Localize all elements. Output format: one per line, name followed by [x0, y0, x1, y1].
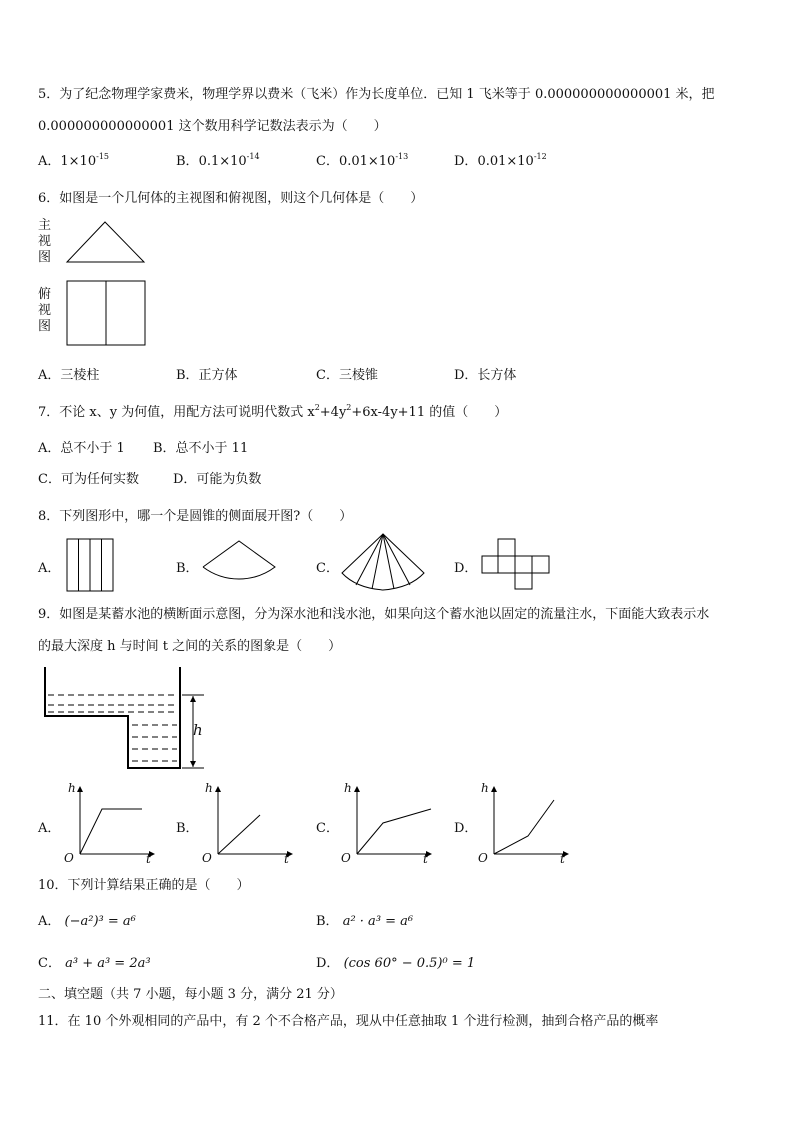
q8-option-d-cube-net [481, 538, 551, 590]
q5-option-b[interactable]: B．$0.1\times 10^{-14}$ [176, 152, 260, 169]
q8-option-b-sector [202, 540, 278, 588]
q6-option-d[interactable]: D．长方体 [454, 368, 517, 383]
q8-stem: 8．下列图形中，哪一个是圆锥的侧面展开图?（ ） [38, 509, 353, 524]
q9-graph-d-y-label: h [481, 781, 489, 795]
section-2-heading: 二、填空题（共 7 小题，每小题 3 分，满分 21 分） [38, 987, 343, 1002]
front-view-label: 主 视 图 [38, 218, 52, 265]
q9-graph-a-y-label: h [68, 781, 76, 795]
q9-graph-b [200, 782, 296, 866]
q9-graph-d-origin: O [478, 851, 488, 865]
q9-graph-a-origin: O [64, 851, 74, 865]
q6-option-a[interactable]: A．三棱柱 [38, 368, 100, 383]
q5-option-d[interactable]: D．$0.01\times 10^{-12}$ [454, 152, 547, 169]
top-view-rectangle [66, 280, 146, 346]
q8-option-d-label[interactable]: D． [454, 561, 478, 576]
q9-line1: 9．如图是某蓄水池的横断面示意图，分为深水池和浅水池，如果向这个蓄水池以固定的流量注水，下面能大致表示水 [38, 607, 710, 622]
q9-line2: 的最大深度 h 与时间 t 之间的关系的图象是（ ） [38, 639, 342, 654]
q8-option-a-label[interactable]: A． [38, 561, 61, 576]
q9-graph-c-y-label: h [344, 781, 352, 795]
q7-option-b[interactable]: B．总不小于 11 [153, 441, 249, 456]
q9-graph-d-x-label: t [560, 852, 565, 866]
q9-option-a-label[interactable]: A． [38, 821, 61, 836]
q9-graph-d [476, 782, 572, 866]
depth-h-label: h [193, 721, 203, 739]
q8-option-c-label[interactable]: C． [316, 561, 339, 576]
q5-line2: 0.000000000000001 这个数用科学记数法表示为（ ） [38, 119, 387, 134]
q7-option-a[interactable]: A．总不小于 1 [38, 441, 125, 456]
q6-stem: 6．如图是一个几何体的主视图和俯视图，则这个几何体是（ ） [38, 191, 424, 206]
q9-option-d-label[interactable]: D． [454, 821, 478, 836]
q10-option-a[interactable]: A． (−a²)³ = a⁶ [38, 914, 136, 929]
q5-option-a[interactable]: A．$1\times 10^{-15}$ [38, 152, 109, 169]
q10-option-c[interactable]: C． a³ + a³ = 2a³ [38, 956, 151, 971]
q8-option-b-label[interactable]: B． [176, 561, 199, 576]
q6-option-b[interactable]: B．正方体 [176, 368, 238, 383]
q9-option-c-label[interactable]: C． [316, 821, 339, 836]
q7-stem: 7．不论 x、y 为何值，用配方法可说明代数式 $x^2+4y^2+6x-4y+11$ 的值（ ） [38, 403, 508, 420]
q6-option-c[interactable]: C．三棱锥 [316, 368, 378, 383]
q10-option-d[interactable]: D． (cos 60° − 0.5)⁰ = 1 [316, 956, 476, 971]
q9-graph-a-x-label: t [146, 852, 151, 866]
top-view-label: 俯 视 图 [38, 287, 52, 334]
q9-graph-b-x-label: t [284, 852, 289, 866]
q9-graph-c-origin: O [341, 851, 351, 865]
q9-graph-c [339, 782, 435, 866]
q9-graph-a [62, 782, 158, 866]
q9-graph-c-x-label: t [423, 852, 428, 866]
q7-option-c[interactable]: C．可为任何实数 [38, 472, 139, 487]
front-view-triangle [66, 220, 146, 264]
q9-option-b-label[interactable]: B． [176, 821, 199, 836]
reservoir-cross-section [44, 665, 224, 773]
q8-option-a-figure [66, 538, 114, 592]
q9-graph-b-origin: O [202, 851, 212, 865]
q9-graph-b-y-label: h [205, 781, 213, 795]
q5-option-c[interactable]: C．$0.01\times 10^{-13}$ [316, 152, 409, 169]
q5-line1: 5．为了纪念物理学家费米，物理学界以费米（飞米）作为长度单位．已知 1 飞米等于 0.000000000000001 米，把 [38, 87, 715, 102]
q10-option-b[interactable]: B． a² · a³ = a⁶ [316, 914, 414, 929]
q11-stem: 11．在 10 个外观相同的产品中，有 2 个不合格产品，现从中任意抽取 1 个进行检测，抽到合格产品的概率 [38, 1014, 659, 1029]
q7-option-d[interactable]: D．可能为负数 [173, 472, 262, 487]
q8-option-c-cone-net [340, 532, 426, 594]
q10-stem: 10．下列计算结果正确的是（ ） [38, 878, 250, 893]
